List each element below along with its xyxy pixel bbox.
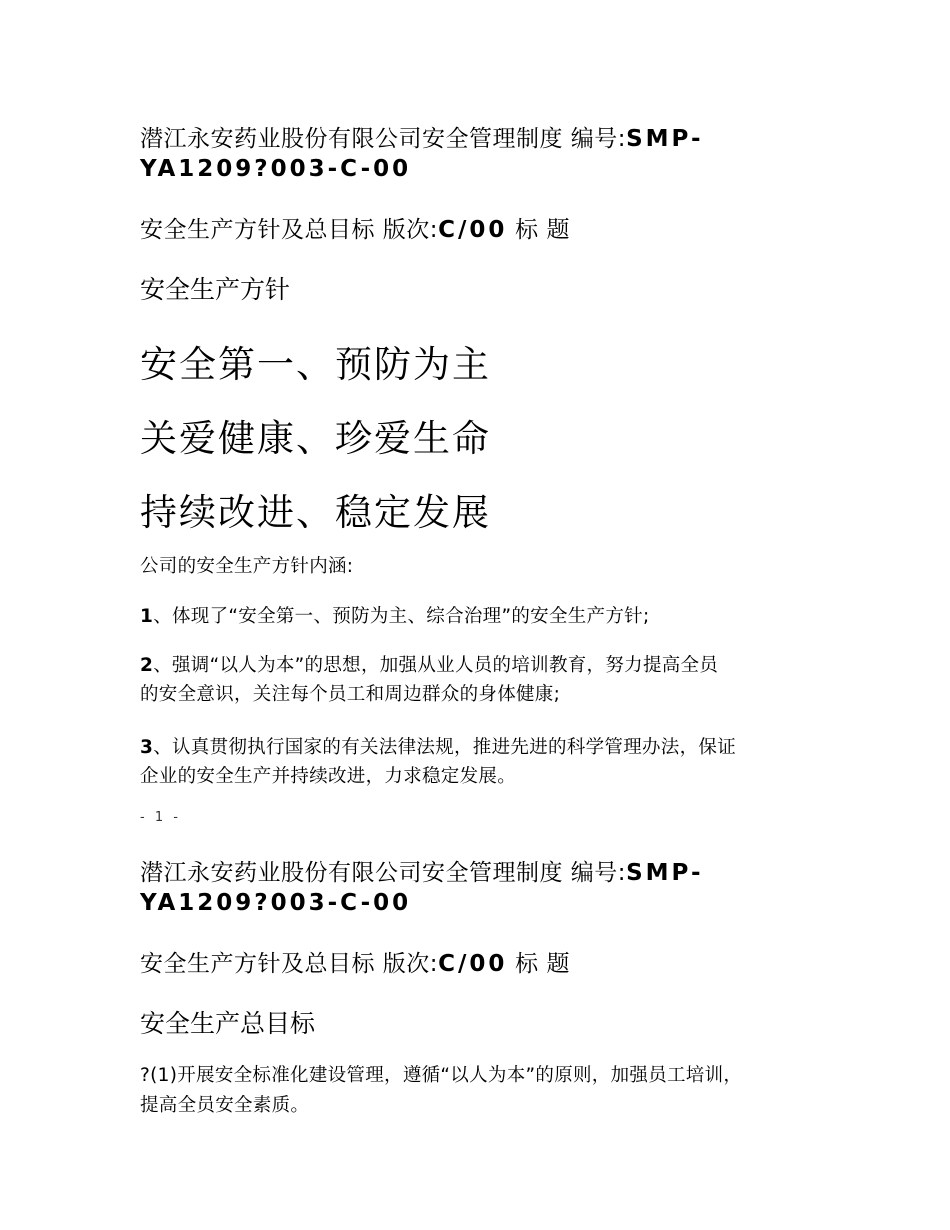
doc-title-label: 标 题 [515, 217, 570, 243]
policy-item-3-cont: 企业的安全生产并持续改进，力求稳定发展。 [140, 766, 517, 787]
page-number: - 1 - [140, 810, 181, 825]
item-text: 、强调“以人为本”的思想，加强从业人员的培训教育，努力提高全员 [153, 655, 719, 676]
doc-code-part1: SMP- [626, 860, 704, 886]
doc-code-part2: YA1209?003-C-00 [140, 890, 412, 916]
company-policy-title: 潜江永安药业股份有限公司安全管理制度 编号: [140, 860, 627, 886]
doc-subject: 安全生产方针及总目标 版次: [140, 951, 439, 977]
doc-header-line2 [140, 156, 411, 182]
doc-header-line3 [140, 945, 570, 978]
doc-version: C/00 [438, 217, 508, 243]
slogan-1: 安全第一、预防为主 [140, 343, 491, 386]
policy-item-1 [140, 602, 650, 628]
section-title-policy: 安全生产方针 [140, 275, 291, 304]
company-policy-title: 潜江永安药业股份有限公司安全管理制度 编号: [140, 126, 627, 152]
item-number: 3 [140, 737, 154, 758]
doc-subject: 安全生产方针及总目标 版次: [140, 217, 439, 243]
doc-code-part2: YA1209?003-C-00 [140, 156, 412, 182]
item-number: 1 [140, 606, 154, 627]
doc-version: C/00 [438, 951, 508, 977]
doc-title-label: 标 题 [515, 951, 570, 977]
policy-intro: 公司的安全生产方针内涵: [140, 556, 354, 577]
policy-item-3 [140, 733, 736, 759]
goal-paragraph-line2: 提高全员安全素质。 [140, 1095, 310, 1116]
doc-header-line3 [140, 211, 570, 244]
doc-header-line2 [140, 890, 411, 916]
item-number: 2 [140, 655, 154, 676]
policy-item-2 [140, 651, 718, 677]
slogan-3: 持续改进、稳定发展 [140, 491, 491, 534]
item-text: 、体现了“安全第一、预防为主、综合治理”的安全生产方针; [153, 606, 650, 627]
item-text: 、认真贯彻执行国家的有关法律法规，推进先进的科学管理办法，保证 [153, 737, 736, 758]
doc-code-part1: SMP- [626, 126, 704, 152]
section-title-goals: 安全生产总目标 [140, 1009, 316, 1038]
policy-item-2-cont: 的安全意识，关注每个员工和周边群众的身体健康; [140, 684, 561, 705]
goal-paragraph-line1: ?(1)开展安全标准化建设管理，遵循“以人为本”的原则，加强员工培训， [140, 1065, 743, 1086]
doc-header-line1 [140, 854, 704, 887]
slogan-2: 关爱健康、珍爱生命 [140, 417, 491, 460]
doc-header-line1 [140, 120, 704, 153]
